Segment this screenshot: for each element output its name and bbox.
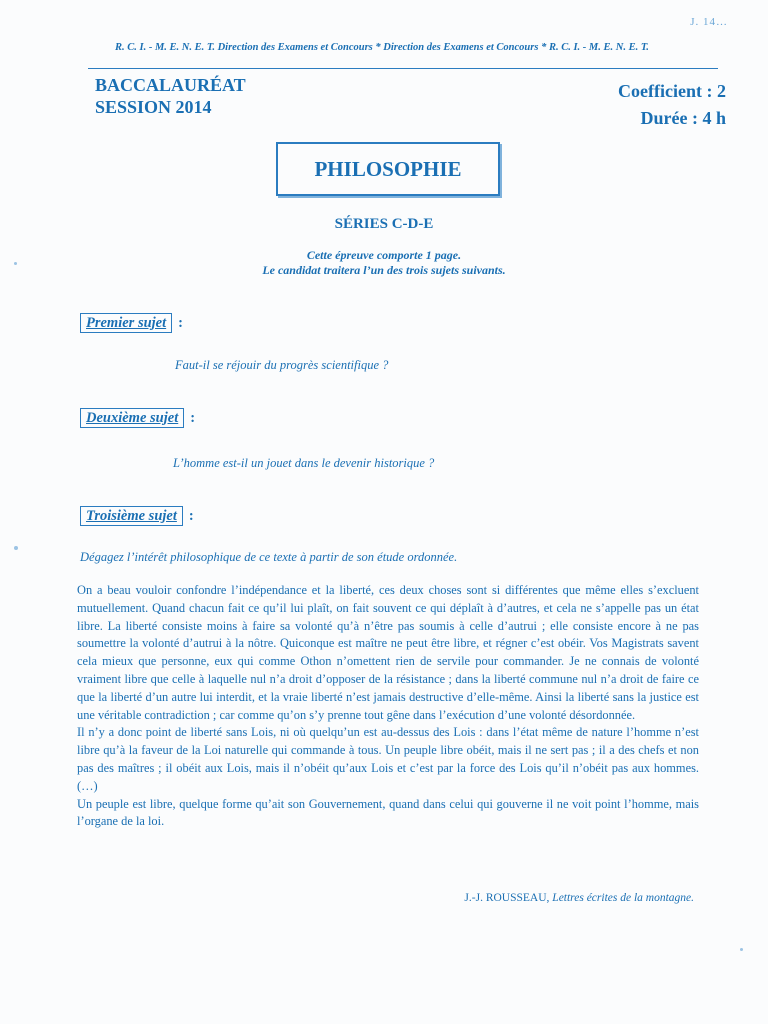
text-paragraph-3: Un peuple est libre, quelque forme qu’ait son Gouvernement, quand dans celui qui gouverne il ne voit point l’homme, mais l’organe de la loi. xyxy=(77,796,699,829)
sujet-1-colon: : xyxy=(178,315,183,331)
scan-speck xyxy=(740,948,743,951)
header-rule xyxy=(88,68,718,69)
sujet-2-question: L’homme est-il un jouet dans le devenir historique ? xyxy=(173,456,435,470)
sujet-1-label: Premier sujet xyxy=(80,313,172,333)
sujet-3-consigne: Dégagez l’intérêt philosophique de ce texte à partir de son étude ordonnée. xyxy=(80,550,458,564)
institution-header: R. C. I. - M. E. N. E. T. Direction des Examens et Concours * Direction des Examens et Concours * R. C. I. - M. E. N. E. T. xyxy=(115,42,649,53)
sujet-1-heading xyxy=(80,315,183,332)
sujet-1-question: Faut-il se réjouir du progrès scientifique ? xyxy=(175,358,389,372)
instructions-line-2: Le candidat traitera l’un des trois sujets suivants. xyxy=(262,263,506,277)
sujet-2-heading xyxy=(80,410,195,427)
instructions xyxy=(0,248,768,278)
attribution xyxy=(464,892,694,904)
sujet-2-label: Deuxième sujet xyxy=(80,408,184,428)
exam-name: BACCALAURÉAT xyxy=(95,75,246,95)
exam-title-block xyxy=(95,74,246,118)
sujet-2-colon: : xyxy=(190,410,196,426)
exam-meta-block xyxy=(618,78,726,132)
scan-speck xyxy=(14,546,18,550)
subject-title-box xyxy=(276,142,500,196)
exam-session: SESSION 2014 xyxy=(95,97,212,117)
sujet-3-label: Troisième sujet xyxy=(80,506,183,526)
coefficient: Coefficient : 2 xyxy=(618,81,726,101)
attribution-author: J.-J. ROUSSEAU, xyxy=(464,892,550,904)
sujet-3-colon: : xyxy=(188,508,194,524)
instructions-line-1: Cette épreuve comporte 1 page. xyxy=(306,248,462,262)
text-paragraph-1: On a beau vouloir confondre l’indépendance et la liberté, ces deux choses sont si différentes que même elles s’excluent mutuellement. Quand chacun fait ce qu’il lui plaît, on fait souvent ce qui déplaît à d’autres, et cela ne s’appelle pas un état libre. La liberté consiste moins à faire sa volonté qu’à n’être pas soumis à celle d’autrui ; elle consiste encore à ne pas soumettre la volonté d’autrui à la nôtre. Quiconque est maître ne peut être libre, et régner c’est obéir. Vos Magistrats savent cela mieux que personne, eux qui comme Othon n’omettent rien de servile pour commander. Je ne connais de volonté vraiment libre que celle à laquelle nul n’a droit d’opposer de la résistance ; dans la liberté commune nul n’a droit de faire ce que la liberté d’un autre lui interdit, et la vraie liberté n’est jamais destructive d’elle-même. Ainsi la liberté sans la justice est une véritable contradiction ; car comme qu’on s’y prenne tout gêne dans l’exécution d’une volonté désordonnée. xyxy=(77,583,699,722)
duration: Durée : 4 h xyxy=(640,108,726,128)
series-heading: SÉRIES C-D-E xyxy=(334,216,434,232)
corner-code: J. 14… xyxy=(690,16,728,28)
source-text xyxy=(77,582,699,831)
subject-title: PHILOSOPHIE xyxy=(314,156,462,181)
attribution-work: Lettres écrites de la montagne. xyxy=(552,892,694,904)
sujet-3-heading xyxy=(80,508,194,525)
scan-speck xyxy=(14,262,17,265)
text-paragraph-2: Il n’y a donc point de liberté sans Lois, ni où quelqu’un est au-dessus des Lois : dans l’état même de nature l’homme n’est libre qu’à la faveur de la Loi naturelle qui commande à tous. Un peuple libre obéit, mais il ne sert pas ; il a des chefs et non pas des maîtres ; il obéit aux Lois, mais il n’obéit qu’aux Lois et c’est par la force des Lois qu’il n’obéit pas aux hommes. (…) xyxy=(77,725,699,793)
